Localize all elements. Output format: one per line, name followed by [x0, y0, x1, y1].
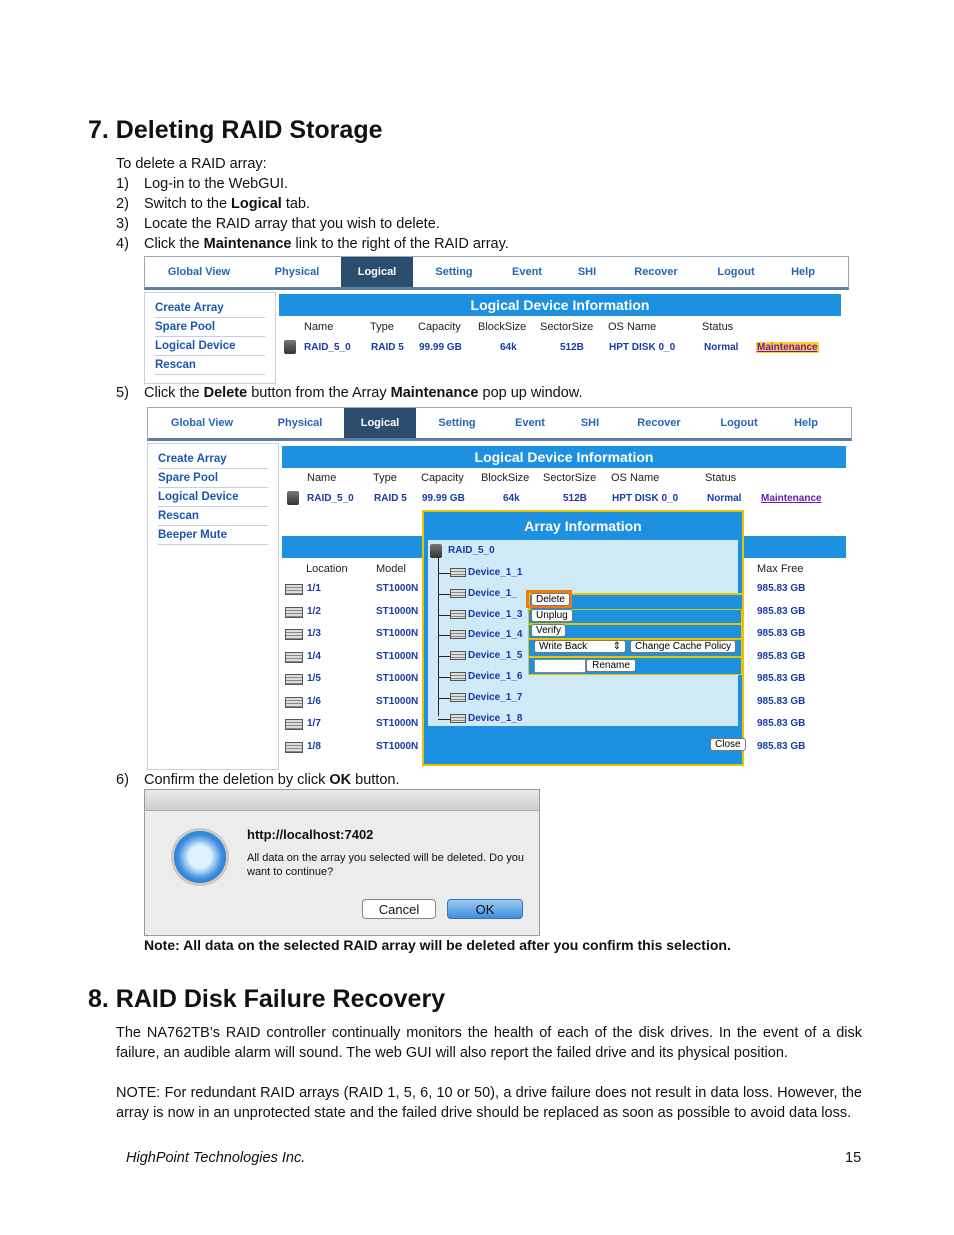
disk-max-free: 985.83 GB — [757, 695, 806, 707]
disk-icon — [450, 714, 466, 723]
cell-type: RAID 5 — [371, 342, 404, 353]
tree-branch — [438, 594, 450, 595]
disk-model: ST1000N — [376, 583, 419, 594]
step-text-post: tab. — [281, 196, 311, 212]
sidebar-item-logical-device[interactable]: Logical Device — [155, 337, 265, 356]
sidebar-item-rescan[interactable]: Rescan — [158, 507, 268, 526]
disk-model: ST1000N — [376, 650, 419, 662]
device-name[interactable]: Device_1_4 — [468, 629, 523, 641]
tab-setting[interactable]: Setting — [438, 417, 476, 429]
disk-location: 1/7 — [307, 718, 321, 729]
column-header: Name — [304, 321, 334, 333]
step-4 — [116, 236, 816, 256]
intro-text: To delete a RAID array: — [116, 156, 267, 172]
tab-logout[interactable]: Logout — [720, 417, 758, 429]
step-number: 3) — [116, 216, 129, 232]
step-3 — [116, 216, 816, 236]
device-name[interactable]: Device_1_8 — [468, 712, 523, 724]
disk-model: ST1000N — [376, 695, 419, 707]
step-text-pre: Click the — [144, 236, 204, 252]
disk-location: 1/3 — [307, 628, 321, 639]
disk-max-free: 985.83 GB — [757, 650, 806, 662]
panel-title-2: Logical Device Information — [282, 446, 846, 468]
tab-event[interactable]: Event — [515, 417, 545, 429]
paragraph-1: The NA762TB’s RAID controller continually monitors the health of each of the disk drives. In the event of a disk failure, an audible alarm will sound. The web GUI will also report the failed drive and its physical position. — [116, 1025, 862, 1061]
disk-icon — [450, 630, 466, 639]
cancel-button[interactable]: Cancel — [362, 899, 436, 919]
tree-branch — [438, 719, 450, 720]
column-header: BlockSize — [481, 472, 530, 484]
cell-osname: HPT DISK 0_0 — [609, 342, 676, 353]
column-header: BlockSize — [478, 321, 527, 333]
step-1 — [116, 176, 816, 196]
maintenance-link[interactable]: Maintenance — [757, 342, 818, 353]
cell-capacity: 99.99 GB — [419, 342, 462, 353]
tab-help[interactable]: Help — [791, 266, 815, 278]
disk-icon — [450, 589, 466, 598]
tab-shi[interactable]: SHI — [580, 417, 600, 429]
disk-model: ST1000N — [376, 718, 419, 729]
device-name[interactable]: Device_1_6 — [468, 671, 523, 682]
confirm-dialog — [144, 789, 540, 936]
paragraph-2: NOTE: For redundant RAID arrays (RAID 1, 5, 6, 10 or 50), a drive failure does not result in data loss. However, the array is now in an unprotected state and the failed drive should be replaced as soon as possible to avoid data loss. — [116, 1085, 862, 1121]
cell-name: RAID_5_0 — [307, 493, 354, 504]
step-text-bold: Maintenance — [203, 236, 292, 252]
footer-company: HighPoint Technologies Inc. — [126, 1150, 306, 1166]
delete-button[interactable]: Delete — [531, 593, 570, 606]
maintenance-link[interactable]: Maintenance — [761, 493, 822, 504]
tab-physical[interactable]: Physical — [274, 266, 320, 278]
disk-icon — [450, 672, 466, 681]
tree-branch — [438, 615, 450, 616]
device-name[interactable]: Device_1_3 — [468, 608, 523, 620]
step-text-pre: Switch to the — [144, 196, 232, 212]
disk-max-free: 985.83 GB — [757, 718, 806, 729]
tab-logical[interactable]: Logical — [341, 257, 413, 287]
column-header: Type — [373, 472, 397, 484]
device-name[interactable]: Device_1_1 — [468, 567, 523, 578]
tab-physical[interactable]: Physical — [277, 417, 323, 429]
disk-icon — [285, 742, 303, 753]
column-header: OS Name — [608, 321, 657, 333]
tab-recover[interactable]: Recover — [634, 266, 678, 278]
tree-branch — [438, 698, 450, 699]
sidebar-item-spare-pool[interactable]: Spare Pool — [155, 318, 265, 337]
step-text-pre: Locate the RAID array that you wish to delete. — [144, 216, 440, 232]
cell-name: RAID_5_0 — [304, 342, 351, 353]
device-name[interactable]: Device_1_7 — [468, 691, 523, 703]
disk-max-free: 985.83 GB — [757, 583, 806, 594]
column-header: Capacity — [421, 472, 464, 484]
disk-max-free: 985.83 GB — [757, 673, 806, 684]
step-text-post: link to the right of the RAID array. — [291, 236, 509, 252]
tab-setting[interactable]: Setting — [435, 266, 473, 278]
cell-sectorsize: 512B — [563, 493, 587, 504]
tree-branch — [438, 677, 450, 678]
column-header: Status — [705, 472, 737, 484]
popup-array-name: RAID_5_0 — [448, 545, 495, 556]
step-number: 4) — [116, 236, 129, 252]
ok-button[interactable]: OK — [447, 899, 523, 919]
disk-model: ST1000N — [376, 740, 419, 752]
device-name[interactable]: Device_1_5 — [468, 650, 523, 662]
array-info-popup — [422, 510, 744, 766]
unplug-button[interactable]: Unplug — [531, 609, 573, 622]
disk-icon — [285, 584, 303, 595]
raid-icon — [284, 340, 296, 354]
column-header: OS Name — [611, 472, 660, 484]
panel-title-1: Logical Device Information — [279, 294, 841, 316]
dialog-url: http://localhost:7402 — [247, 827, 374, 842]
disk-icon — [285, 719, 303, 730]
model-header: Model — [376, 563, 406, 575]
rename-input[interactable] — [534, 659, 586, 673]
location-header: Location — [306, 563, 348, 575]
tree-branch — [438, 573, 450, 574]
dialog-message: All data on the array you selected will be deleted. Do you want to continue? — [247, 852, 524, 878]
step-text — [144, 236, 509, 252]
popup-title: Array Information — [524, 518, 642, 534]
tab-logout[interactable]: Logout — [717, 266, 755, 278]
tab-global-view[interactable]: Global View — [170, 417, 234, 429]
select-arrows-icon: ⇕ — [612, 641, 621, 652]
popup-tree — [428, 540, 738, 726]
tree-branch — [438, 635, 450, 636]
step-text — [144, 196, 310, 212]
tab-logical[interactable]: Logical — [344, 408, 416, 438]
cell-status: Normal — [704, 342, 739, 353]
disk-icon — [450, 568, 466, 577]
step-number: 2) — [116, 196, 129, 212]
disk-location: 1/1 — [307, 583, 321, 594]
step-text-bold: Logical — [231, 196, 282, 212]
section-heading: 7. Deleting RAID Storage — [88, 116, 383, 144]
nav-tabs-2 — [147, 407, 852, 441]
cell-blocksize: 64k — [500, 342, 517, 353]
column-header: Type — [370, 321, 394, 333]
tree-line — [438, 558, 439, 716]
rename-button[interactable]: Rename — [586, 659, 636, 672]
close-button[interactable]: Close — [710, 738, 746, 751]
disk-icon — [285, 674, 303, 685]
tab-recover[interactable]: Recover — [637, 417, 681, 429]
sidebar-item-rescan[interactable]: Rescan — [155, 356, 265, 375]
step-5: 5) Click the Delete button from the Array Maintenance pop up window. — [116, 385, 583, 401]
disk-model: ST1000N — [376, 605, 419, 617]
disk-model: ST1000N — [376, 673, 419, 684]
disk-max-free: 985.83 GB — [757, 605, 806, 617]
page-number: 15 — [845, 1150, 862, 1166]
note-text: Note: All data on the selected RAID array will be deleted after you confirm this selection. — [144, 937, 731, 953]
sidebar-item-spare-pool[interactable]: Spare Pool — [158, 469, 268, 488]
nav-tabs-1 — [144, 256, 849, 290]
safari-compass-icon — [171, 828, 229, 886]
disk-location: 1/4 — [307, 650, 321, 662]
disk-icon — [450, 693, 466, 702]
dialog-titlebar — [145, 790, 539, 811]
cell-sectorsize: 512B — [560, 342, 584, 353]
cell-osname: HPT DISK 0_0 — [612, 493, 679, 504]
disk-icon — [285, 607, 303, 618]
sidebar-item-logical-device[interactable]: Logical Device — [158, 488, 268, 507]
tab-event[interactable]: Event — [512, 266, 542, 278]
verify-button[interactable]: Verify — [531, 624, 566, 637]
cell-status: Normal — [707, 493, 742, 504]
column-header: Status — [702, 321, 734, 333]
disk-location: 1/8 — [307, 740, 321, 752]
disk-max-free: 985.83 GB — [757, 740, 806, 752]
tab-shi[interactable]: SHI — [577, 266, 597, 278]
sidebar-2 — [147, 443, 279, 770]
write-back-select[interactable]: Write Back ⇕ — [534, 640, 626, 653]
max-free-header: Max Free — [757, 563, 804, 575]
cell-blocksize: 64k — [503, 493, 520, 504]
step-number: 1) — [116, 176, 129, 192]
column-header: SectorSize — [540, 321, 594, 333]
disk-icon — [450, 610, 466, 619]
disk-icon — [285, 652, 303, 663]
disk-model: ST1000N — [376, 628, 419, 639]
disk-location: 1/6 — [307, 695, 321, 707]
disk-icon — [450, 651, 466, 660]
step-2 — [116, 196, 816, 216]
tab-help[interactable]: Help — [794, 417, 818, 429]
sidebar-item-create-array[interactable]: Create Array — [158, 450, 268, 469]
change-cache-policy-button[interactable]: Change Cache Policy — [630, 640, 736, 653]
disk-icon — [285, 629, 303, 640]
raid-icon — [430, 544, 442, 558]
column-header: SectorSize — [543, 472, 597, 484]
disk-max-free: 985.83 GB — [757, 628, 806, 639]
cell-type: RAID 5 — [374, 493, 407, 504]
tree-branch — [438, 656, 450, 657]
tab-global-view[interactable]: Global View — [167, 266, 231, 278]
step-text — [144, 176, 288, 192]
device-name[interactable]: Device_1_ — [468, 587, 517, 599]
raid-icon — [287, 491, 299, 505]
column-header: Name — [307, 472, 337, 484]
disk-location: 1/2 — [307, 605, 321, 617]
sidebar-item-create-array[interactable]: Create Array — [155, 299, 265, 318]
cell-capacity: 99.99 GB — [422, 493, 465, 504]
step-6: 6) Confirm the deletion by click OK button. — [116, 772, 400, 788]
step-text-pre: Log-in to the WebGUI. — [144, 176, 289, 192]
step-text — [144, 216, 440, 232]
disk-location: 1/5 — [307, 673, 321, 684]
disk-icon — [285, 697, 303, 708]
sidebar-item-beeper-mute[interactable]: Beeper Mute — [158, 526, 268, 545]
column-header: Capacity — [418, 321, 461, 333]
section-heading-8: 8. RAID Disk Failure Recovery — [88, 985, 446, 1013]
sidebar-1 — [144, 292, 276, 384]
